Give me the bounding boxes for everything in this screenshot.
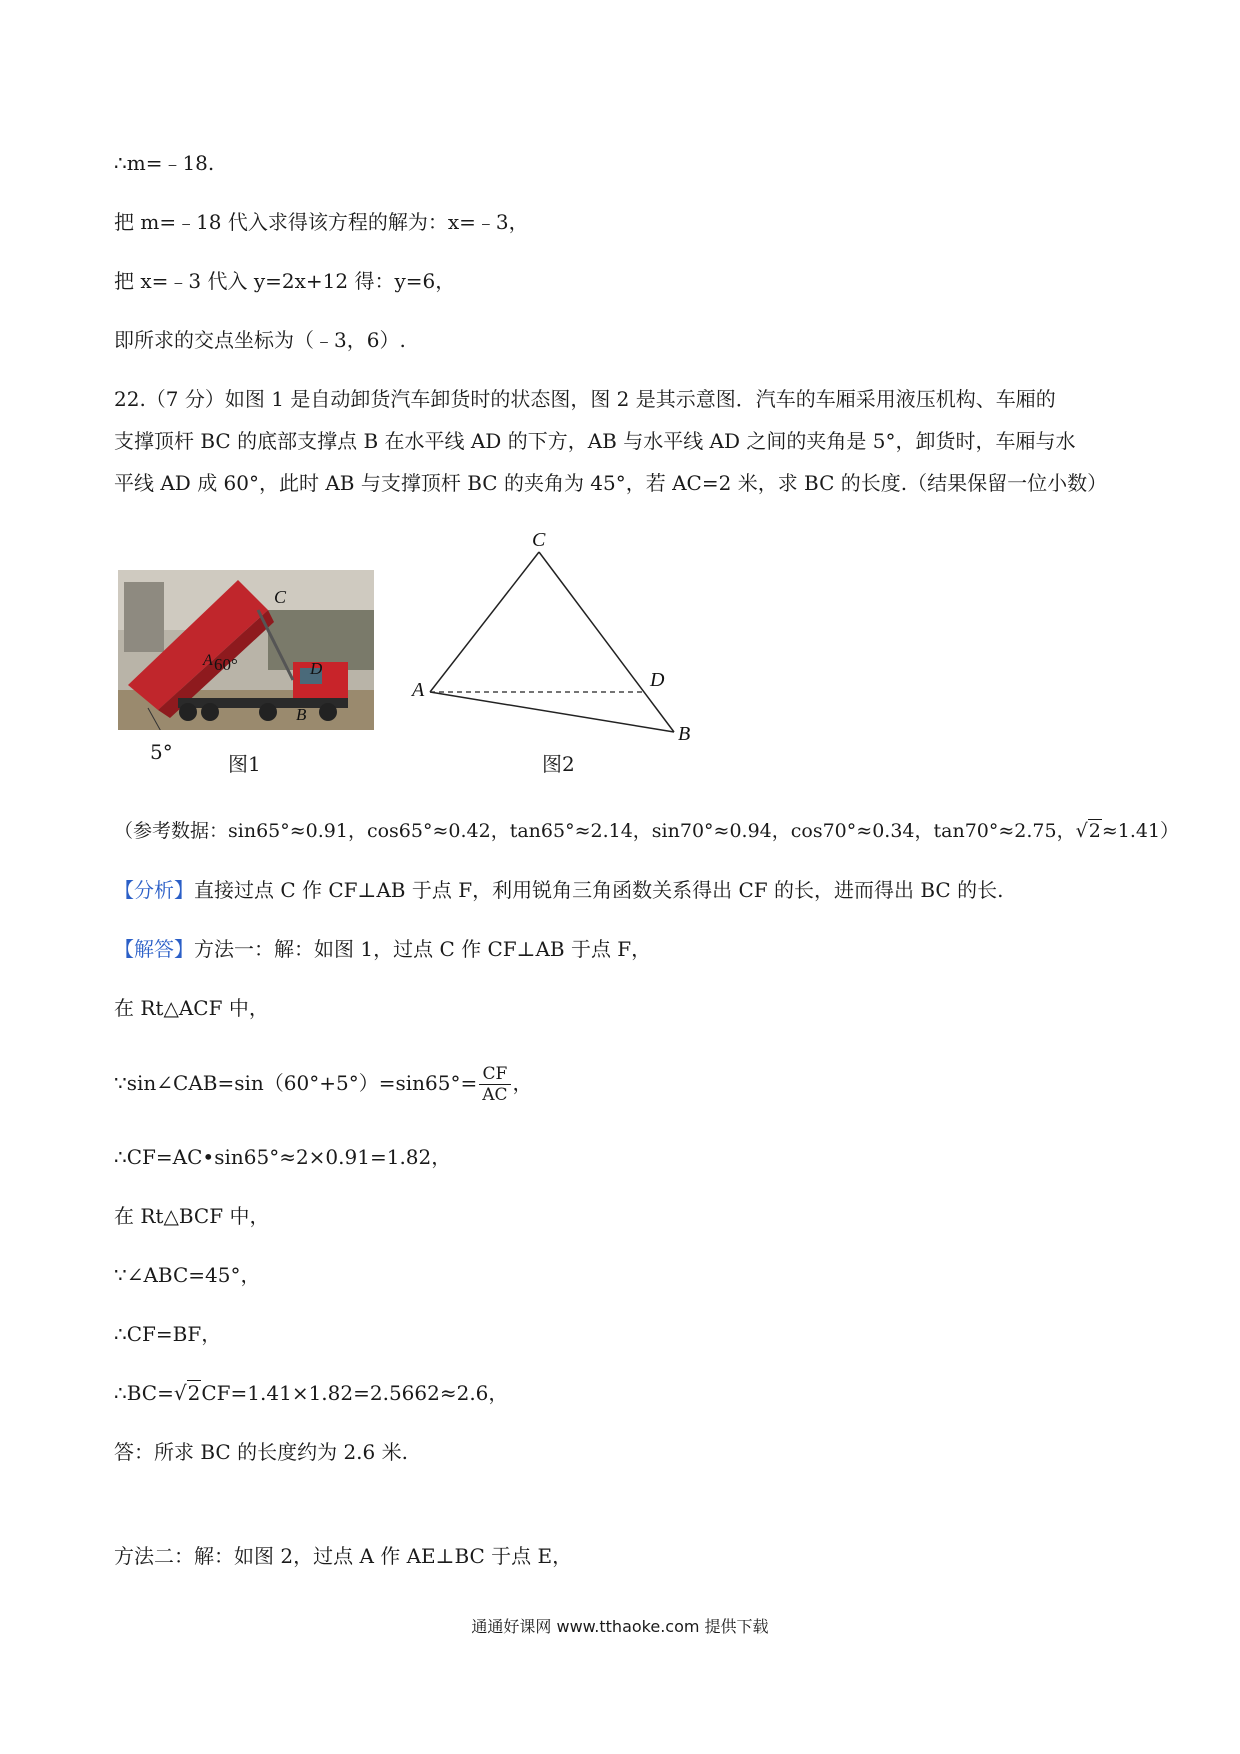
point-b-label: B [296,705,307,724]
angle-60-label: 60° [214,655,238,674]
point-c-label: C [532,529,546,551]
point-b-label: B [678,723,691,745]
solution-text: ∴BC= [114,1381,174,1405]
figure2-caption: 图2 [542,752,575,776]
reference-text-end: ≈1.41） [1101,820,1180,842]
analysis-line [114,875,1003,905]
analysis-tag: 【分析】 [114,878,194,902]
text-line: 把 x=﹣3 代入 y=2x+12 得：y=6， [114,269,456,293]
solution-line [114,1064,533,1105]
analysis-text: 直接过点 C 作 CF⊥AB 于点 F，利用锐角三角函数关系得出 CF 的长，进而得出 BC 的长. [194,878,1004,902]
problem-line: 平线 AD 成 60°，此时 AB 与支撑顶杆 BC 的夹角为 45°，若 AC=2 米，求 BC 的长度.（结果保留一位小数） [114,471,1108,495]
fraction-denominator: AC [482,1085,508,1105]
text-line: ∴m=﹣18. [114,151,215,175]
solution-line: ∴CF=BF， [114,1322,222,1346]
sqrt-symbol: √2 [1075,820,1101,842]
point-a-label: A [412,679,425,701]
method-two-line: 方法二：解：如图 2，过点 A 作 AE⊥BC 于点 E， [114,1544,573,1568]
sqrt-symbol: √2 [173,1381,201,1405]
fraction-numerator: CF [479,1064,510,1085]
answer-conclusion: 答：所求 BC 的长度约为 2.6 米. [114,1440,408,1464]
page-footer: 通通好课网 www.tthaoke.com 提供下载 [471,1617,769,1636]
figure1-caption: 图1 [228,752,261,776]
triangle-diagram [408,528,708,758]
text-line: 把 m=﹣18 代入求得该方程的解为：x=﹣3， [114,210,529,234]
sqrt-radicand: 2 [187,1381,201,1405]
problem-line: 22.（7 分）如图 1 是自动卸货汽车卸货时的状态图，图 2 是其示意图．汽车的车厢采用液压机构、车厢的 [114,387,1056,411]
solution-text-end: CF=1.41×1.82=2.5662≈2.6， [201,1381,509,1405]
problem-line: 支撑顶杆 BC 的底部支撑点 B 在水平线 AD 的下方，AB 与水平线 AD 之间的夹角是 5°，卸货时，车厢与水 [114,429,1076,453]
point-c-label: C [274,587,287,607]
solution-line: ∵∠ABC=45°， [114,1263,261,1287]
sqrt-radicand: 2 [1088,820,1101,842]
reference-data [114,816,1179,846]
answer-line [114,934,651,964]
point-d-label: D [650,669,665,691]
angle-5-label: 5° [150,740,173,764]
solution-line: ∴CF=AC•sin65°≈2×0.91=1.82， [114,1145,452,1169]
truck-photo [118,570,374,730]
solution-line: 在 Rt△BCF 中， [114,1204,270,1228]
text-line: 即所求的交点坐标为（﹣3，6）. [114,328,406,352]
fraction [479,1064,510,1105]
solution-text: ∵sin∠CAB=sin（60°+5°）=sin65°= [114,1071,478,1095]
solution-text-end: ， [512,1071,533,1095]
answer-tag: 【解答】 [114,937,194,961]
point-d-label: D [310,659,323,678]
reference-text: （参考数据：sin65°≈0.91，cos65°≈0.42，tan65°≈2.14，sin70°≈0.94，cos70°≈0.34，tan70°≈2.75， [114,820,1076,842]
solution-line [114,1378,508,1408]
answer-text: 方法一：解：如图 1，过点 C 作 CF⊥AB 于点 F， [194,937,652,961]
point-a-label: A [203,652,213,669]
solution-line: 在 Rt△ACF 中， [114,996,269,1020]
